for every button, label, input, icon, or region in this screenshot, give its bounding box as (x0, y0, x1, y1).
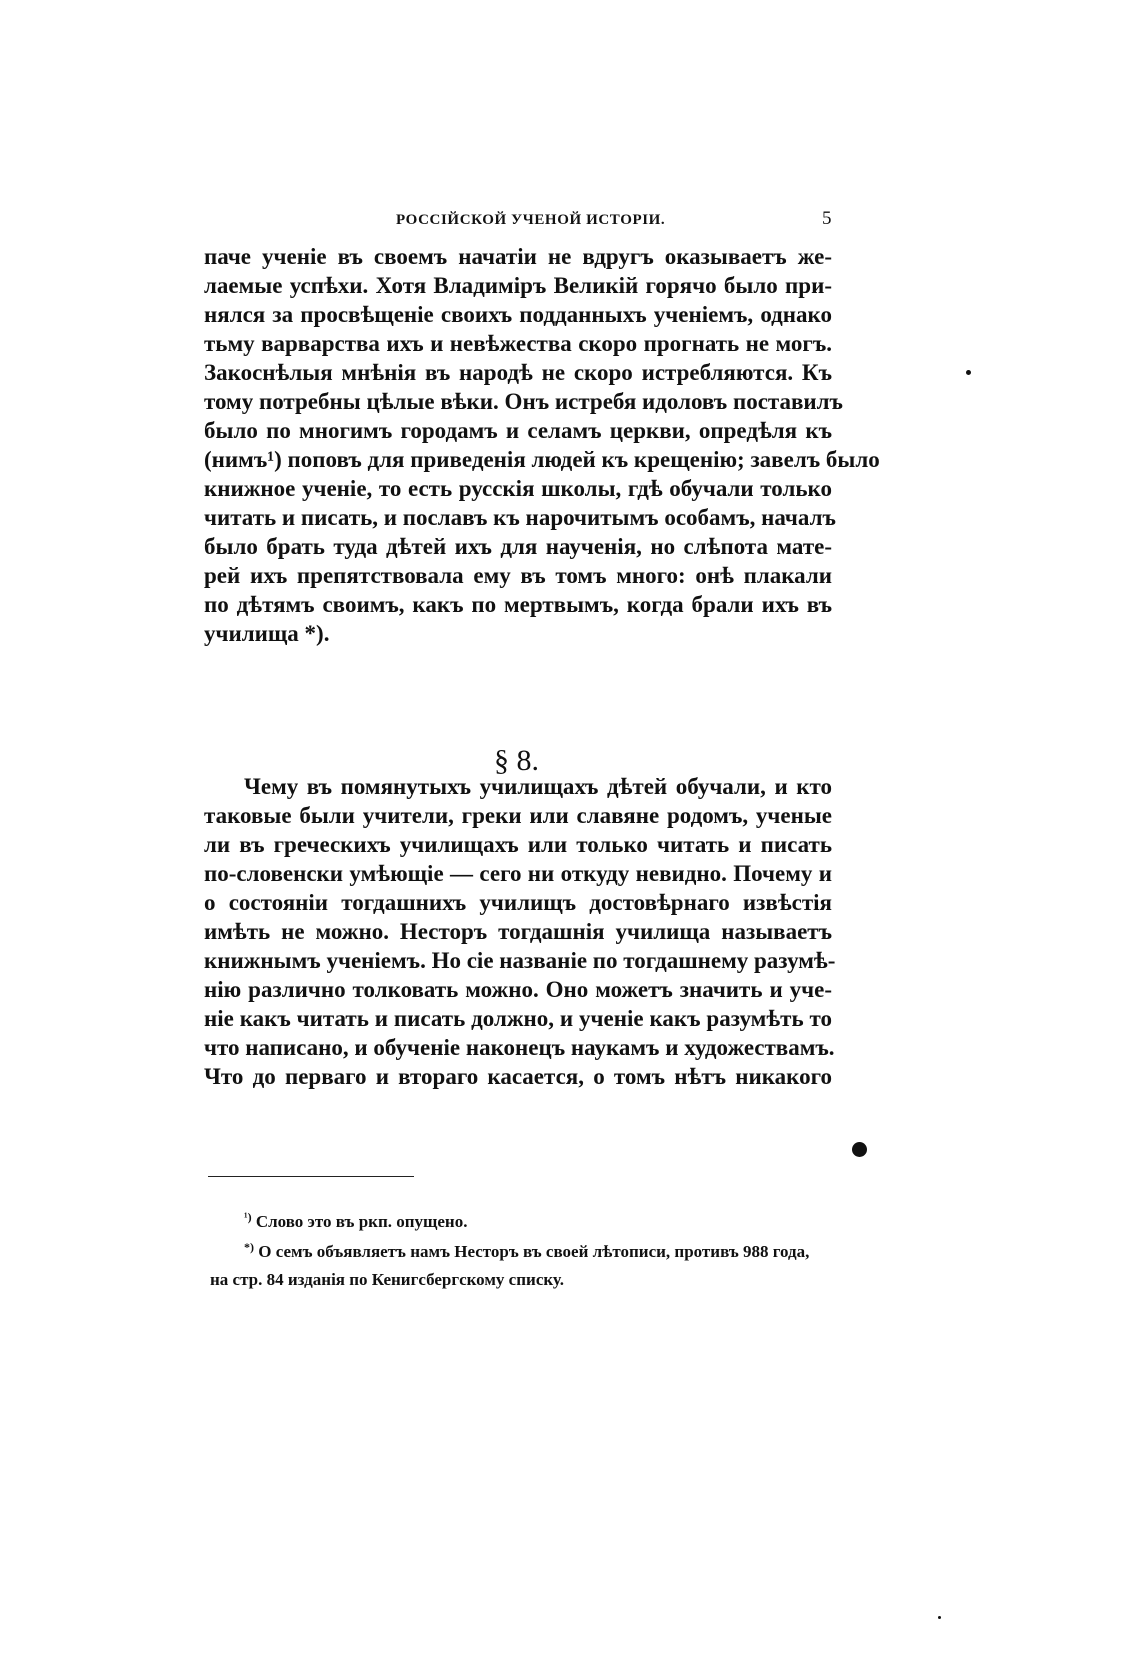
text-line: что написано, и обученіе наконецъ наукамъ и художествамъ. (204, 1035, 835, 1060)
text-line: книжное ученіе, то есть русскія школы, гдѣ обучали только (204, 476, 832, 501)
text-line: ли въ греческихъ училищахъ или только читать и писать (204, 832, 832, 857)
footnote-divider (208, 1176, 414, 1177)
text-line: нію различно толковать можно. Оно можетъ значить и уче- (204, 977, 832, 1002)
footnote-1-text: Слово это въ ркп. опущено. (255, 1212, 468, 1231)
text-line: тьму варварства ихъ и невѣжества скоро прогнать не могъ. (204, 331, 832, 356)
text-line: о состояніи тогдашнихъ училищъ достовѣрнаго извѣстія (204, 890, 832, 915)
scan-speck (966, 370, 971, 375)
text-line: ніе какъ читать и писать должно, и ученіе какъ разумѣть то (204, 1006, 832, 1031)
footnote-2-text-line-1: О семъ объявляетъ намъ Несторъ въ своей лѣтописи, противъ 988 года, (258, 1242, 810, 1261)
text-line: имѣть не можно. Несторъ тогдашнія училища называетъ (204, 919, 832, 944)
text-line: Чему въ помянутыхъ училищахъ дѣтей обучали, и кто (244, 774, 832, 799)
text-line: училища *). (204, 621, 330, 646)
text-line: читать и писать, и пославъ къ нарочитымъ особамъ, началъ (204, 505, 836, 530)
text-line: нялся за просвѣщеніе своихъ подданныхъ ученіемъ, однако (204, 302, 832, 327)
scan-speck (852, 1142, 867, 1157)
text-line: было по многимъ городамъ и селамъ церкви, опредѣля къ (204, 418, 832, 443)
text-line: (нимъ¹) поповъ для приведенія людей къ крещенію; завелъ было (204, 447, 880, 472)
footnote-1-marker: ¹) (244, 1210, 252, 1224)
text-line: рей ихъ препятствовала ему въ томъ много: онѣ плакали (204, 563, 832, 588)
footnote-1 (244, 1210, 467, 1234)
text-line: лаемые успѣхи. Хотя Владиміръ Великій горячо было при- (204, 273, 832, 298)
text-line: таковые были учители, греки или славяне родомъ, ученые (204, 803, 832, 828)
text-line: Что до перваго и втораго касается, о томъ нѣтъ никакого (204, 1064, 832, 1089)
footnote-2 (244, 1240, 809, 1264)
text-line: Закоснѣлыя мнѣнія въ народѣ не скоро истребляются. Къ (204, 360, 832, 385)
section-heading: § 8. (494, 744, 539, 777)
page-number: 5 (822, 208, 832, 229)
text-line: было брать туда дѣтей ихъ для наученія, но слѣпота мате- (204, 534, 832, 559)
text-line: паче ученіе въ своемъ начатіи не вдругъ оказываетъ же- (204, 244, 832, 269)
running-head: РОССІЙСКОЙ УЧЕНОЙ ИСТОРІИ. (396, 212, 666, 228)
text-line: книжнымъ ученіемъ. Но сіе названіе по тогдашнему разумѣ- (204, 948, 836, 973)
footnote-2-continuation: на стр. 84 изданія по Кенигсбергскому списку. (210, 1270, 564, 1289)
text-line: по-словенски умѣющіе — сего ни откуду невидно. Почему и (204, 861, 832, 886)
scan-speck (938, 1616, 941, 1619)
footnote-2-marker: *) (244, 1240, 254, 1254)
text-line: тому потребны цѣлые вѣки. Онъ истребя идоловъ поставилъ (204, 389, 843, 414)
text-line: по дѣтямъ своимъ, какъ по мертвымъ, когда брали ихъ въ (204, 592, 832, 617)
